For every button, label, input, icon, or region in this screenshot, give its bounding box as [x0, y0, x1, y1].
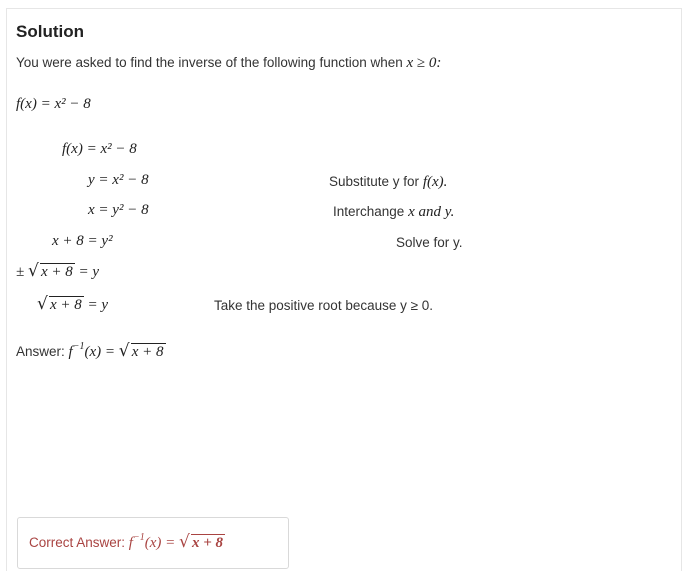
answer-line [16, 343, 166, 361]
correct-answer-label: Correct Answer: [29, 535, 126, 550]
step-6-rhs: y [101, 297, 109, 313]
step-3: x = y² − 8 [88, 202, 149, 218]
correct-answer-expression: $f^{-1}(x)$ = √ x + 8 [129, 535, 225, 551]
step-6: √ x + 8 = y [37, 296, 108, 314]
step-2-rhs: x² − 8 [112, 172, 149, 188]
answer-label: Answer: [16, 344, 65, 359]
solution-panel [6, 8, 682, 571]
answer-radical: √ x + 8 [119, 343, 166, 361]
step-1-rhs: x² − 8 [100, 141, 137, 157]
step-2: y = x² − 8 [88, 172, 149, 188]
intro-condition: x ≥ 0: [406, 55, 442, 71]
step-4: x + 8 = y² [52, 233, 113, 249]
step-5-radical: √ x + 8 [28, 263, 75, 281]
step-4-note: Solve for y. [396, 235, 463, 250]
step-5-prefix: ± [16, 264, 25, 280]
solution-title: Solution [16, 22, 84, 41]
step-2-note: Substitute y for f(x). [329, 174, 448, 190]
step-3-rhs: y² − 8 [112, 202, 149, 218]
intro-sentence: You were asked to find the inverse of the following function when [16, 55, 403, 70]
step-4-lhs: x + 8 [52, 233, 84, 249]
step-3-note: Interchange x and y. [333, 204, 455, 220]
step-1-lhs: f(x) [62, 141, 83, 157]
correct-answer-line [29, 534, 225, 552]
given-function: f(x) = x² − 8 [16, 96, 91, 112]
step-3-lhs: x [88, 202, 95, 218]
step-4-rhs: y² [101, 233, 113, 249]
step-1: f(x) = x² − 8 [62, 141, 137, 157]
intro-text [16, 55, 441, 72]
step-6-note: Take the positive root because y ≥ 0. [214, 298, 434, 313]
step-5-rhs: y [92, 264, 100, 280]
step-6-radical: √ x + 8 [37, 296, 84, 314]
step-2-lhs: y [88, 172, 95, 188]
answer-expression: $f^{-1}(x)$ = √ x + 8 [69, 344, 166, 360]
correct-answer-radical: √ x + 8 [179, 534, 225, 552]
step-5: ± √ x + 8 = y [16, 263, 99, 281]
correct-answer-box [17, 517, 289, 569]
